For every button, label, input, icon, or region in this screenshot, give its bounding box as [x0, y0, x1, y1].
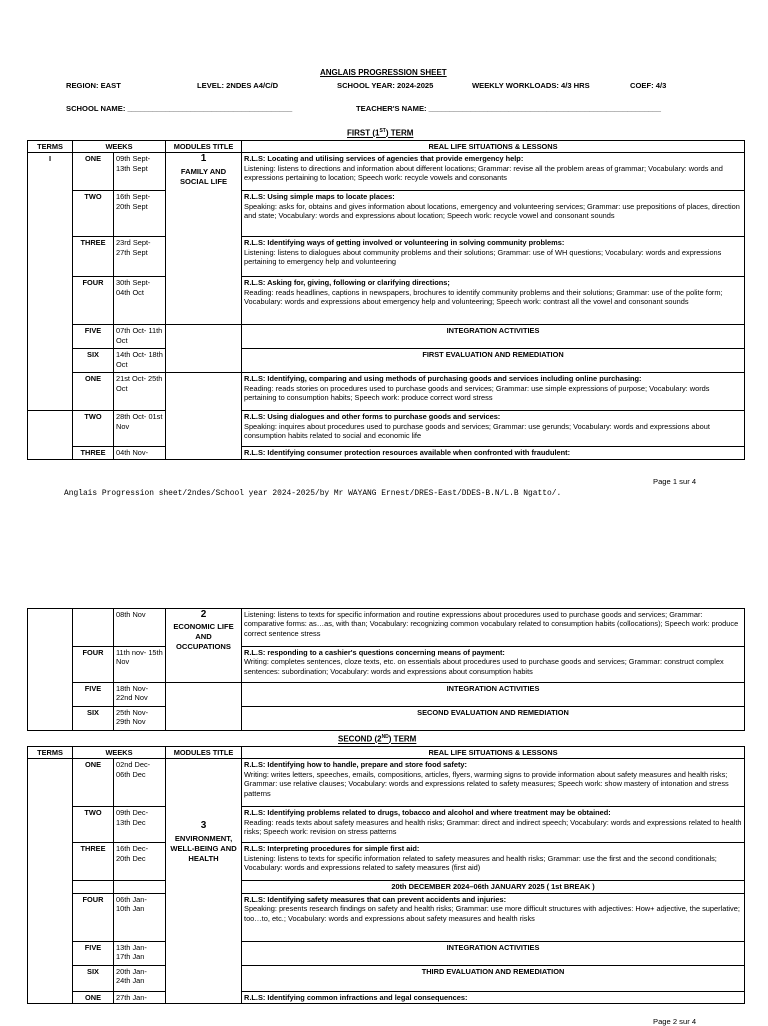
school-year-label: SCHOOL YEAR: 2024-2025	[337, 81, 434, 90]
term-cell-empty	[28, 447, 73, 459]
page-number: Page 1 sur 4	[653, 477, 697, 486]
lesson-cell: R.L.S: Using dialogues and other forms to purchase goods and services: Speaking: inquires about procedures used to purchase goods and services; Grammar: use gerunds; Vocabulary: words and expressions about consumption habits related to social and economic life	[242, 411, 745, 447]
weeks-header: WEEKS	[73, 141, 166, 153]
lesson-cell: R.L.S: Identifying how to handle, prepare and store food safety: Writing: writes letters, speeches, emails, compositions, articles, flyers, warming signs to provide information about safety measures and health risks; Grammar: use relative clauses; Vocabulary: words and expressions related to safety measures; Speech work: show mastery of intonation and stress patterns	[242, 759, 745, 807]
week-dates: 30th Sept- 04th Oct	[114, 277, 166, 325]
lesson-cell: R.L.S: Identifying safety measures that can prevent accidents and injuries: Speaking: presents research findings on safety and health risks; Grammar: use more difficult structures with adjectives: How+ adjective, the superlative; too…to, etc.; Vocabulary: words and expressions about safety measures and health risks	[242, 893, 745, 941]
week-dates: 16th Sept- 20th Sept	[114, 191, 166, 237]
second-term-title: SECOND (2ND) TERM	[338, 734, 417, 744]
week-dates: 08th Nov	[114, 609, 166, 647]
week-label: THREE	[73, 843, 114, 881]
week-label: THREE	[73, 237, 114, 277]
week-dates: 14th Oct- 18th Oct	[114, 349, 166, 373]
module-cell-empty	[166, 325, 242, 373]
rls-header: REAL LIFE SITUATIONS & LESSONS	[242, 141, 745, 153]
lesson-cell: R.L.S: Identifying ways of getting involved or volunteering in solving community problems: Listening: listens to dialogues about community problems and their solutions; Grammar: use of WH questions; Vocabulary: words and expressions pertaining to emergency help and volunteering	[242, 237, 745, 277]
week-label-empty	[73, 609, 114, 647]
weekly-workloads-label: WEEKLY WORKLOADS: 4/3 HRS	[472, 81, 590, 90]
second-term-table	[27, 746, 745, 1004]
integration-activities: INTEGRATION ACTIVITIES	[242, 683, 745, 707]
week-label: ONE	[73, 759, 114, 807]
doc-title: ANGLAIS PROGRESSION SHEET	[320, 68, 447, 77]
week-label: FOUR	[73, 647, 114, 683]
week-label: ONE	[73, 373, 114, 411]
week-label: ONE	[73, 991, 114, 1003]
week-dates: 20th Jan- 24th Jan	[114, 965, 166, 991]
week-dates: 02nd Dec- 06th Dec	[114, 759, 166, 807]
evaluation-remediation: THIRD EVALUATION AND REMEDIATION	[242, 965, 745, 991]
week-label: TWO	[73, 191, 114, 237]
term-cell-empty	[28, 609, 73, 731]
integration-activities: INTEGRATION ACTIVITIES	[242, 941, 745, 965]
lesson-cell: Listening: listens to texts for specific information and routine expressions about procedures used to purchase goods and services; Grammar: comparative forms: as…as, with than; Vocabulary: recognizing common vocabulary related to consumption habits (collocations); Speech work: produce correct sentence stress	[242, 609, 745, 647]
module-number: 2	[200, 609, 207, 620]
module-cell-empty	[166, 683, 242, 731]
week-dates: 09th Dec- 13th Dec	[114, 807, 166, 843]
lesson-cell: R.L.S: Identifying problems related to drugs, tobacco and alcohol and where treatment may be obtained: Reading: reads texts about safety measures and health risks; Grammar: direct and indirect speech; Vocabulary: words and expressions related to health risks; Speech work: revision on stress patterns	[242, 807, 745, 843]
week-dates: 06th Jan- 10th Jan	[114, 893, 166, 941]
term-cell-empty	[28, 759, 73, 1004]
lesson-cell: R.L.S: Asking for, giving, following or clarifying directions; Reading: reads headlines, captions in newspapers, brochures to identify community problems and their solutions; Grammar: use of the polite form; Vocabulary: words and expressions about emergency help and volunteering; Speech work: contrast all the vowel and consonant sounds	[242, 277, 745, 325]
first-term-continuation-table	[27, 608, 745, 731]
week-label: SIX	[73, 965, 114, 991]
terms-header: TERMS	[28, 747, 73, 759]
week-label: FIVE	[73, 683, 114, 707]
week-label: THREE	[73, 447, 114, 459]
week-label: FOUR	[73, 893, 114, 941]
weeks-header: WEEKS	[73, 747, 166, 759]
coef-label: COEF: 4/3	[630, 81, 667, 90]
lesson-cell: R.L.S: Interpreting procedures for simple first aid: Listening: listens to texts for specific information related to safety measures and health risks; Grammar: use the first and the second conditionals; Vocabulary: words and expressions related to safety measures (first aid)	[242, 843, 745, 881]
week-label: TWO	[73, 411, 114, 447]
module-title: FAMILY AND SOCIAL LIFE	[179, 166, 228, 186]
week-dates: 07th Oct- 11th Oct	[114, 325, 166, 349]
week-label: SIX	[73, 349, 114, 373]
lesson-cell: R.L.S: Using simple maps to locate places: Speaking: asks for, obtains and gives information about locations, emergency and volunteering services; Grammar: use prepositions of places, direction and state; Vocabulary: words and expressions about location; Speech work: recycle vowel and consonant sounds	[242, 191, 745, 237]
week-dates-empty	[114, 881, 166, 893]
school-name-field: SCHOOL NAME: _______________________________________	[66, 104, 293, 113]
week-label: FOUR	[73, 277, 114, 325]
terms-header: TERMS	[28, 141, 73, 153]
level-label: LEVEL: 2NDES A4/C/D	[197, 81, 279, 90]
week-dates: 28th Oct- 01st Nov	[114, 411, 166, 447]
module-cell	[166, 759, 242, 1004]
module-title: ECONOMIC LIFE AND OCCUPATIONS	[173, 622, 234, 652]
week-dates: 21st Oct- 25th Oct	[114, 373, 166, 411]
week-dates: 23rd Sept- 27th Sept	[114, 237, 166, 277]
module-cell-empty	[166, 373, 242, 459]
term-cell-empty	[28, 411, 73, 447]
module-title: ENVIRONMENT, WELL-BEING AND HEALTH	[170, 833, 237, 863]
week-label: FIVE	[73, 941, 114, 965]
module-cell	[166, 609, 242, 683]
week-dates: 25th Nov- 29th Nov	[114, 707, 166, 731]
lesson-cell: R.L.S: Locating and utilising services of agencies that provide emergency help: Listening: listens to directions and information about different locations; Grammar: revise all the problem areas of grammar; Vocabulary: words and expressions pertaining to location; Speech work: recycle vowels and consonants	[242, 153, 745, 191]
week-dates: 18th Nov- 22nd Nov	[114, 683, 166, 707]
lesson-cell: R.L.S: Identifying common infractions and legal consequences:	[242, 991, 745, 1003]
break-banner: 20th DECEMBER 2024–06th JANUARY 2025 ( 1st BREAK )	[242, 881, 745, 893]
modules-header: MODULES TITLE	[166, 141, 242, 153]
module-number: 1	[200, 153, 207, 165]
first-term-table	[27, 140, 745, 460]
first-term-title: FIRST (1ST) TERM	[347, 128, 414, 138]
region-label: REGION: EAST	[66, 81, 121, 90]
evaluation-remediation: SECOND EVALUATION AND REMEDIATION	[242, 707, 745, 731]
week-label: ONE	[73, 153, 114, 191]
lesson-cell: R.L.S: responding to a cashier's questions concerning means of payment: Writing: completes sentences, cloze texts, etc. on essentials about procedures used to purchase goods and services; Grammar: construct complex sentences: subordination; Vocabulary: words and expressions about consumption habits	[242, 647, 745, 683]
week-dates: 09th Sept- 13th Sept	[114, 153, 166, 191]
module-number: 3	[200, 820, 207, 832]
teacher-name-field: TEACHER'S NAME: _______________________________________________________	[356, 104, 661, 113]
page-number: Page 2 sur 4	[653, 1017, 697, 1026]
week-dates: 11th nov- 15th Nov	[114, 647, 166, 683]
week-label: SIX	[73, 707, 114, 731]
week-dates: 04th Nov-	[114, 447, 166, 459]
module-cell	[166, 153, 242, 325]
lesson-cell: R.L.S: Identifying, comparing and using methods of purchasing goods and services including online purchasing: Reading: reads stories on procedures used to purchase goods and services; Grammar: use simple expressions of purpose; Vocabulary: words pertaining to consumption habits; Speech work: produce correct word stress	[242, 373, 745, 411]
week-dates: 27th Jan-	[114, 991, 166, 1003]
modules-header: MODULES TITLE	[166, 747, 242, 759]
term-number: I	[28, 153, 73, 411]
week-label: FIVE	[73, 325, 114, 349]
week-dates: 16th Dec- 20th Dec	[114, 843, 166, 881]
integration-activities: INTEGRATION ACTIVITIES	[242, 325, 745, 349]
lesson-cell: R.L.S: Identifying consumer protection resources available when confronted with fraudulent:	[242, 447, 745, 459]
week-label: TWO	[73, 807, 114, 843]
rls-header: REAL LIFE SITUATIONS & LESSONS	[242, 747, 745, 759]
week-dates: 13th Jan- 17th Jan	[114, 941, 166, 965]
week-label-empty	[73, 881, 114, 893]
footer-credit: Anglais Progression sheet/2ndes/School year 2024-2025/by Mr WAYANG Ernest/DRES-East/DDES-B.N/L.B Ngatto/.	[64, 489, 562, 498]
evaluation-remediation: FIRST EVALUATION AND REMEDIATION	[242, 349, 745, 373]
